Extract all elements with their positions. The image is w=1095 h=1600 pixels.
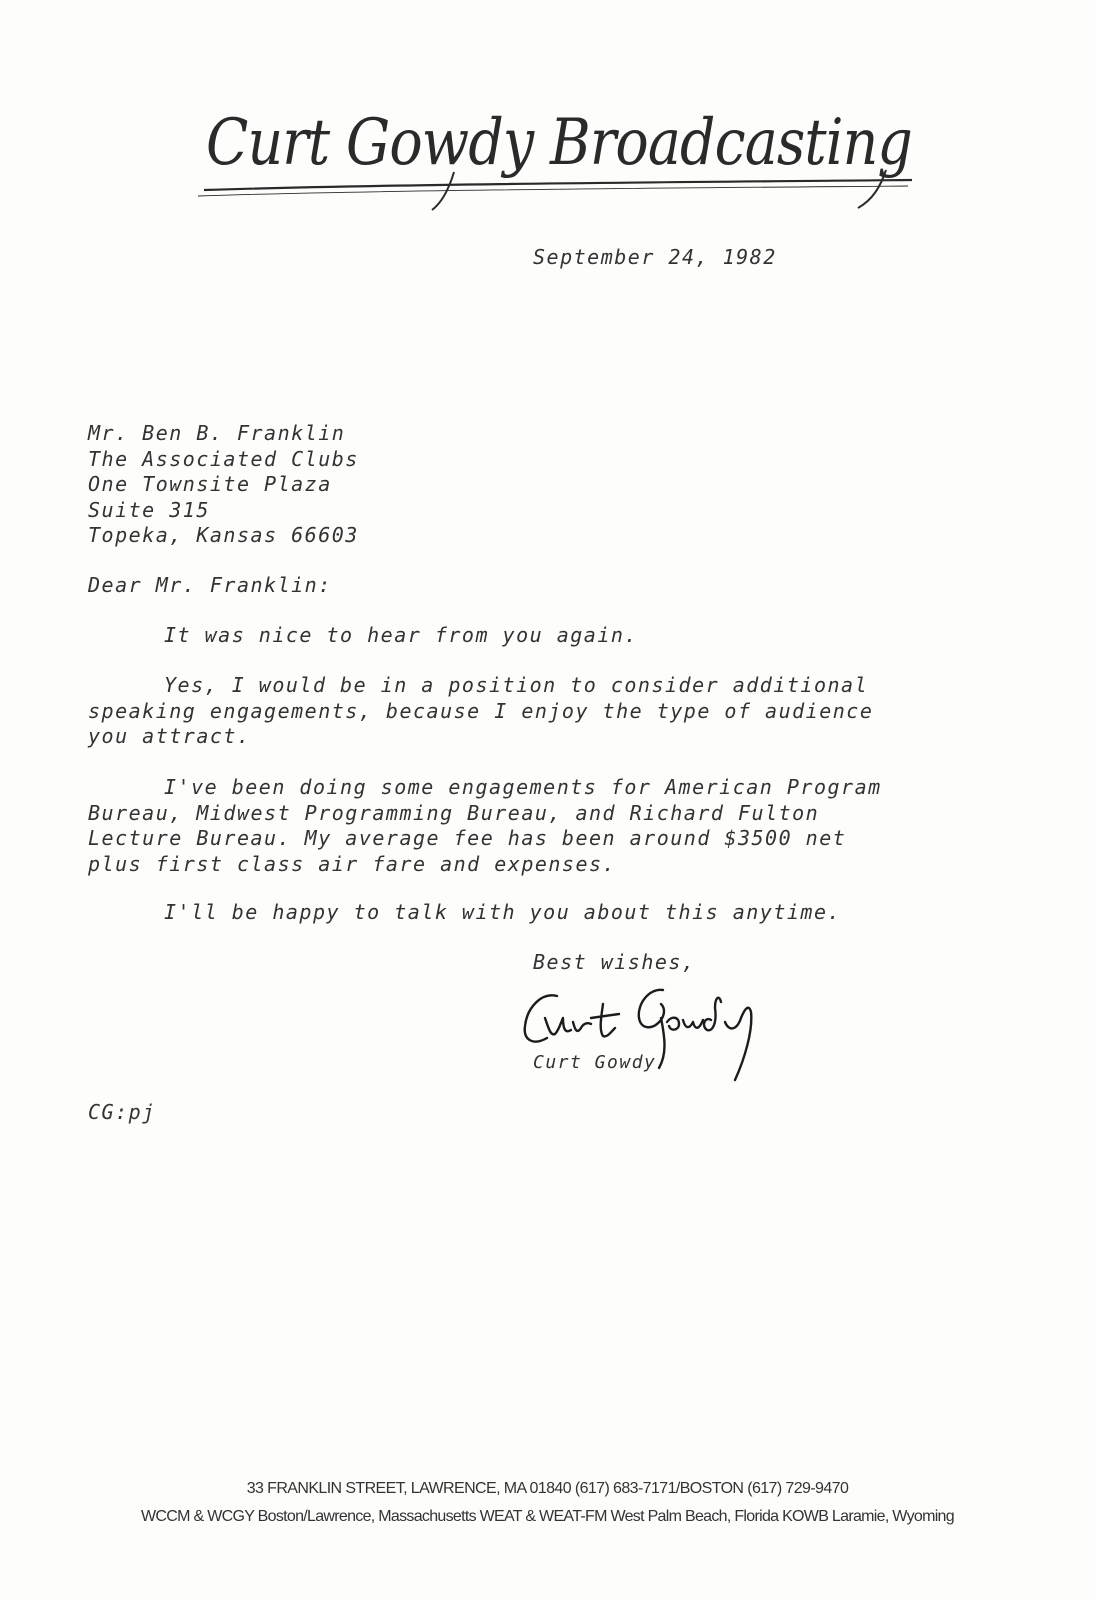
letterhead-logo — [196, 92, 936, 217]
body-paragraph-2 — [88, 673, 988, 750]
footer-stations: WCCM & WCGY Boston/Lawrence, Massachusetts WEAT & WEAT-FM West Palm Beach, Florida KOWB Laramie, Wyoming — [141, 1508, 954, 1525]
salutation: Dear Mr. Franklin: — [88, 573, 332, 597]
footer-address: 33 FRANKLIN STREET, LAWRENCE, MA 01840 (617) 683-7171/BOSTON (617) 729-9470 — [246, 1480, 849, 1497]
paragraph-line: I've been doing some engagements for American Program — [164, 775, 882, 799]
body-paragraph-1 — [88, 623, 988, 649]
signer-name: Curt Gowdy — [533, 1052, 657, 1073]
body-paragraph-4 — [88, 900, 988, 926]
recipient-line: Topeka, Kansas 66603 — [88, 523, 359, 547]
recipient-address — [88, 421, 359, 549]
recipient-line: Mr. Ben B. Franklin — [88, 421, 346, 445]
reference-initials: CG:pj — [88, 1100, 156, 1124]
paragraph-line: Lecture Bureau. My average fee has been around $3500 net — [88, 826, 847, 850]
body-paragraph-3 — [88, 775, 988, 877]
closing: Best wishes, — [533, 950, 696, 974]
paragraph-line: plus first class air fare and expenses. — [88, 851, 617, 876]
paragraph-line: It was nice to hear from you again. — [164, 623, 638, 647]
paragraph-line: Bureau, Midwest Programming Bureau, and Richard Fulton — [88, 800, 820, 825]
paragraph-line: speaking engagements, because I enjoy the type of audience — [88, 698, 874, 723]
svg-text:Curt Gowdy Broadcasting: Curt Gowdy Broadcasting — [206, 106, 912, 180]
letter-date: September 24, 1982 — [533, 245, 777, 269]
paragraph-line: I'll be happy to talk with you about this anytime. — [164, 900, 842, 924]
paragraph-line: Yes, I would be in a position to consider additional — [164, 673, 869, 697]
recipient-line: Suite 315 — [88, 497, 210, 522]
recipient-line: One Townsite Plaza — [88, 472, 332, 496]
recipient-line: The Associated Clubs — [88, 446, 359, 471]
paragraph-line: you attract. — [88, 724, 251, 748]
